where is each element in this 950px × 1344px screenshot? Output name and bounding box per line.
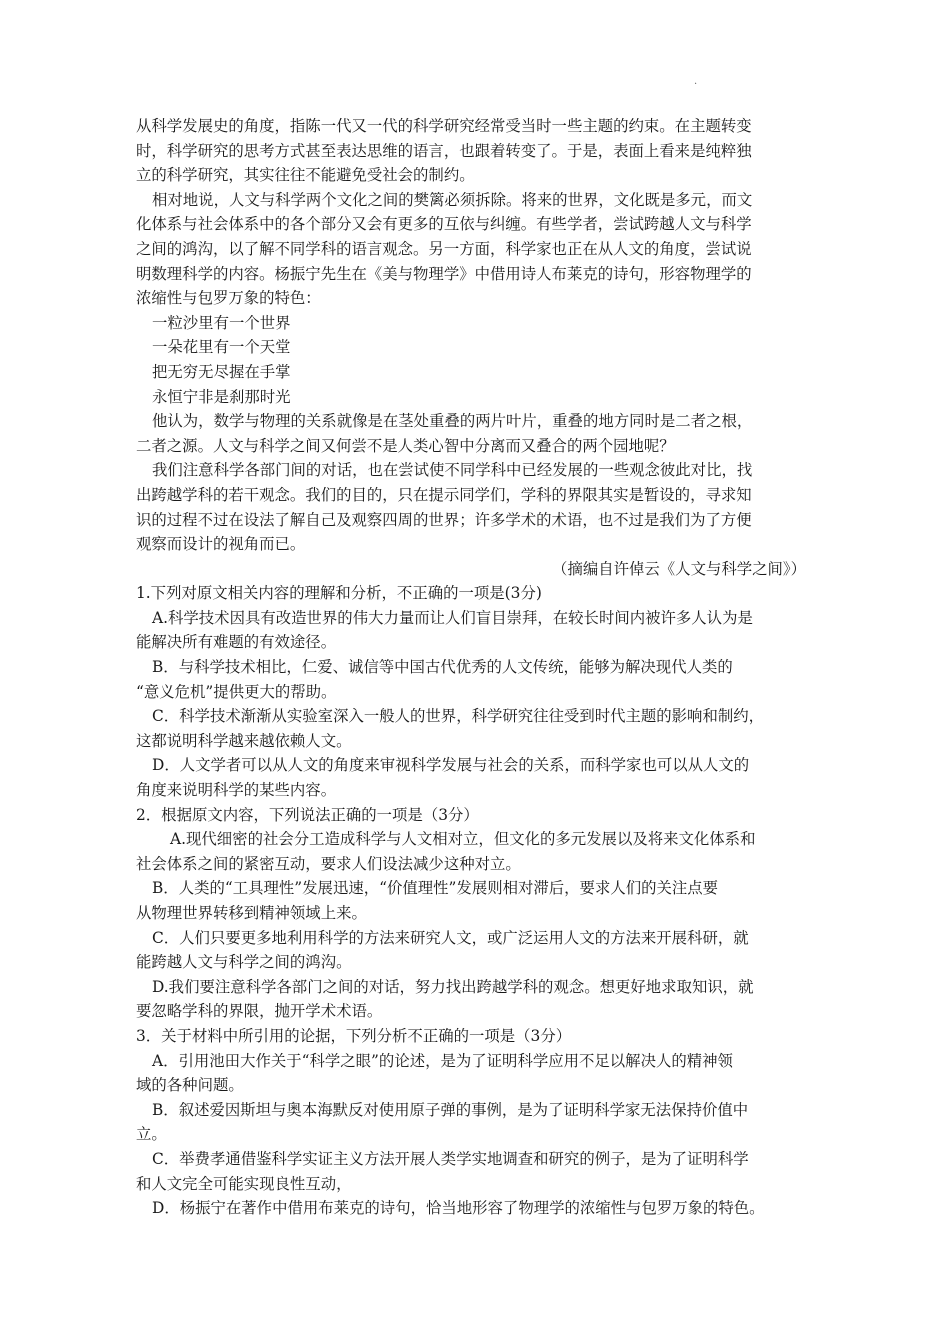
option-line: A.科学技术因具有改造世界的伟大力量而让人们盲目崇拜，在较长时间内被许多人认为是 (152, 608, 753, 627)
corner-mark: . (694, 76, 698, 87)
paragraph-line: 出跨越学科的若干观念。我们的目的，只在提示同学们，学科的界限其实是暂设的，寻求知 (136, 485, 752, 504)
paragraph-line: 之间的鸿沟，以了解不同学科的语言观念。另一方面，科学家也正在从人文的角度，尝试说 (136, 239, 752, 258)
paragraph-line: 识的过程不过在设法了解自己及观察四周的世界；许多学术的术语，也不过是我们为了方便 (136, 510, 752, 529)
option-line: 立。 (136, 1125, 167, 1144)
poem-line: 一朵花里有一个天堂 (152, 338, 291, 357)
option-line: B．人类的“工具理性”发展迅速，“价值理性”发展则相对滞后，要求人们的关注点要 (152, 879, 719, 898)
poem-line: 把无穷无尽握在手掌 (152, 362, 291, 381)
option-line: A．引用池田大作关于“科学之眼”的论述，是为了证明科学应用不足以解决人的精神领 (152, 1051, 733, 1070)
option-line: D.我们要注意科学各部门之间的对话，努力找出跨越学科的观念。想更好地求取知识，就 (152, 977, 754, 996)
option-line: C．科学技术渐渐从实验室深入一般人的世界，科学研究往往受到时代主题的影响和制约， (152, 707, 765, 726)
paragraph-line: 时，科学研究的思考方式甚至表达思维的语言，也跟着转变了。于是，表面上看来是纯粹独 (136, 141, 752, 160)
option-line: 从物理世界转移到精神领域上来。 (136, 904, 367, 922)
option-line: 能解决所有难题的有效途径。 (136, 633, 337, 652)
paragraph-line: 相对地说，人文与科学两个文化之间的樊篱必须拆除。将来的世界，文化既是多元，而文 (152, 190, 753, 209)
option-line: C．举费孝通借鉴科学实证主义方法开展人类学实地调查和研究的例子，是为了证明科学 (152, 1149, 749, 1168)
question-stem: 3．关于材料中所引用的论据，下列分析不正确的一项是（3分） (136, 1026, 572, 1045)
paragraph-line: 他认为，数学与物理的关系就像是在茎处重叠的两片叶片，重叠的地方同时是二者之根， (152, 412, 753, 431)
option-line: 角度来说明科学的某些内容。 (136, 781, 337, 800)
paragraph-line: 二者之源。人文与科学之间又何尝不是人类心智中分离而又叠合的两个园地呢？ (136, 436, 675, 455)
paragraph-line: 化体系与社会体系中的各个部分又会有更多的互依与纠缠。有些学者，尝试跨越人文与科学 (136, 215, 752, 234)
option-line: D．人文学者可以从人文的角度来审视科学发展与社会的关系，而科学家也可以从人文的 (152, 756, 750, 775)
option-line: 社会体系之间的紧密互动，要求人们设法减少这种对立。 (136, 854, 521, 873)
source-attribution: （摘编自许倬云《人文与科学之间》） (552, 559, 806, 578)
option-line: B．叙述爱因斯坦与奥本海默反对使用原子弹的事例，是为了证明科学家无法保持价值中 (152, 1100, 749, 1119)
option-line: D．杨振宁在著作中借用布莱克的诗句，恰当地形容了物理学的浓缩性与包罗万象的特色。 (152, 1199, 765, 1218)
option-line: 能跨越人文与科学之间的鸿沟。 (136, 953, 352, 972)
paragraph-line: 浓缩性与包罗万象的特色： (136, 289, 321, 308)
option-line: 要忽略学科的界限，抛开学术术语。 (136, 1002, 383, 1021)
option-line: 域的各种问题。 (136, 1076, 244, 1095)
poem-line: 永恒宁非是刹那时光 (152, 387, 291, 406)
paragraph-line: 观察而设计的视角而已。 (136, 535, 306, 554)
paragraph-line: 从科学发展史的角度，指陈一代又一代的科学研究经常受当时一些主题的约束。在主题转变 (136, 117, 752, 135)
paragraph-line: 我们注意科学各部门间的对话，也在尝试使不同学科中已经发展的一些观念彼此对比，找 (152, 461, 753, 480)
option-line: C．人们只要更多地利用科学的方法来研究人文，或广泛运用人文的方法来开展科研，就 (152, 928, 749, 947)
option-line: 这都说明科学越来越依赖人文。 (136, 731, 352, 750)
paragraph-line: 立的科学研究，其实往往不能避免受社会的制约。 (136, 166, 475, 185)
option-line: 和人文完全可能实现良性互动， (136, 1174, 352, 1193)
option-line: “意义危机”提供更大的帮助。 (136, 682, 337, 701)
question-stem: 1.下列对原文相关内容的理解和分析，不正确的一项是(3分) (136, 584, 542, 603)
document-body (136, 114, 816, 1221)
poem-line: 一粒沙里有一个世界 (152, 313, 291, 332)
option-line: A.现代细密的社会分工造成科学与人文相对立，但文化的多元发展以及将来文化体系和 (170, 830, 756, 849)
paragraph-line: 明数理科学的内容。杨振宁先生在《美与物理学》中借用诗人布莱克的诗句，形容物理学的 (136, 264, 752, 283)
question-stem: 2．根据原文内容，下列说法正确的一项是（3分） (136, 805, 479, 824)
option-line: B．与科学技术相比，仁爱、诚信等中国古代优秀的人文传统，能够为解决现代人类的 (152, 658, 733, 677)
